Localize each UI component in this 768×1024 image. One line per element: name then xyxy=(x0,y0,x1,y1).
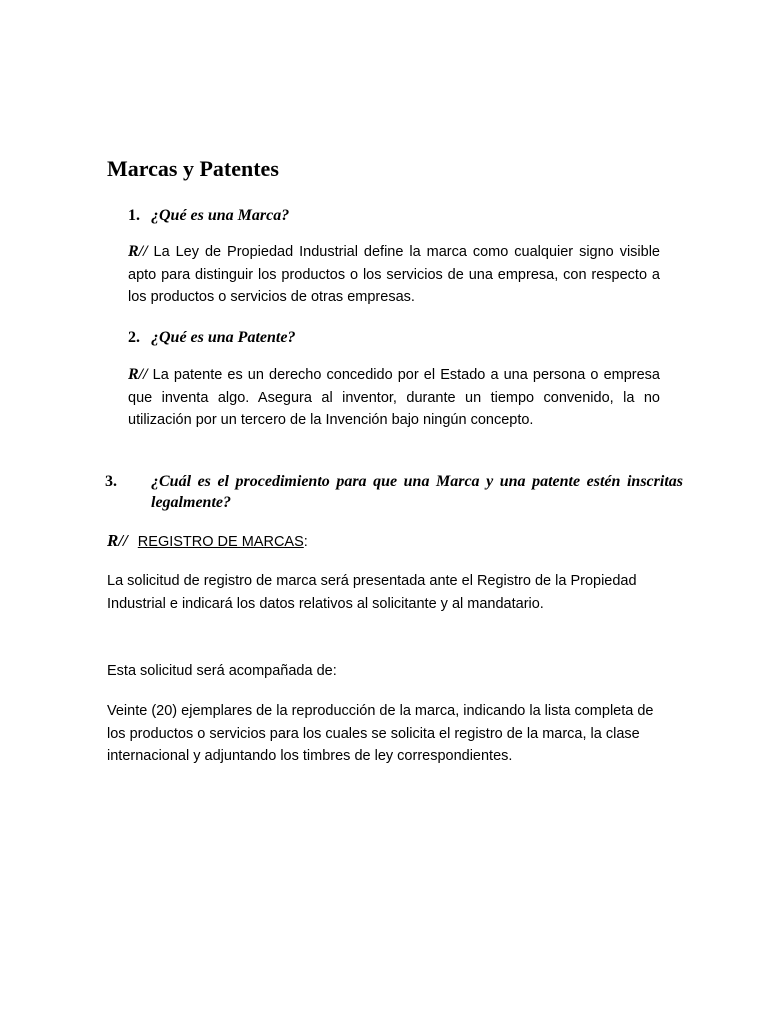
question-2-number: 2. xyxy=(128,329,140,346)
question-1 xyxy=(128,205,660,226)
question-3-number: 3. xyxy=(105,473,117,490)
registro-heading-colon: : xyxy=(303,534,308,550)
answer-2-text: La patente es un derecho concedido por el Estado a una persona o empresa que inventa algo. Asegura al inventor, durante un tiempo convenido, la no utilización por un tercero de la Invención bajo ningún concepto. xyxy=(128,367,660,428)
answer-1 xyxy=(128,241,660,309)
registro-heading-text: REGISTRO DE MARCAS xyxy=(137,534,304,550)
question-3 xyxy=(105,471,683,513)
question-1-number: 1. xyxy=(128,207,140,224)
question-2 xyxy=(128,327,660,348)
answer-1-prefix: R// xyxy=(128,243,148,260)
registro-prefix: R// xyxy=(107,531,128,550)
question-3-text: ¿Cuál es el procedimiento para que una Marca y una patente estén inscritas legalmente? xyxy=(151,473,683,511)
question-1-text: ¿Qué es una Marca? xyxy=(151,207,290,224)
registro-paragraph-2: Esta solicitud será acompañada de: xyxy=(107,663,337,679)
answer-1-text: La Ley de Propiedad Industrial define la marca como cualquier signo visible apto para distinguir los productos o los servicios de una empresa, con respecto a los productos o servicios de otras empresas. xyxy=(128,244,660,305)
registro-paragraph-1: La solicitud de registro de marca será presentada ante el Registro de la Propiedad Industrial e indicará los datos relativos al solicitante y al mandatario. xyxy=(107,573,637,612)
registro-paragraph-3: Veinte (20) ejemplares de la reproducción de la marca, indicando la lista completa de los productos o servicios para los cuales se solicita el registro de la marca, la clase internacional y adjuntando los timbres de ley correspondientes. xyxy=(107,703,654,764)
answer-2 xyxy=(128,364,660,432)
registro-heading xyxy=(107,531,308,551)
question-2-text: ¿Qué es una Patente? xyxy=(151,329,296,346)
answer-2-prefix: R// xyxy=(128,366,148,383)
page-title: Marcas y Patentes xyxy=(107,156,279,181)
